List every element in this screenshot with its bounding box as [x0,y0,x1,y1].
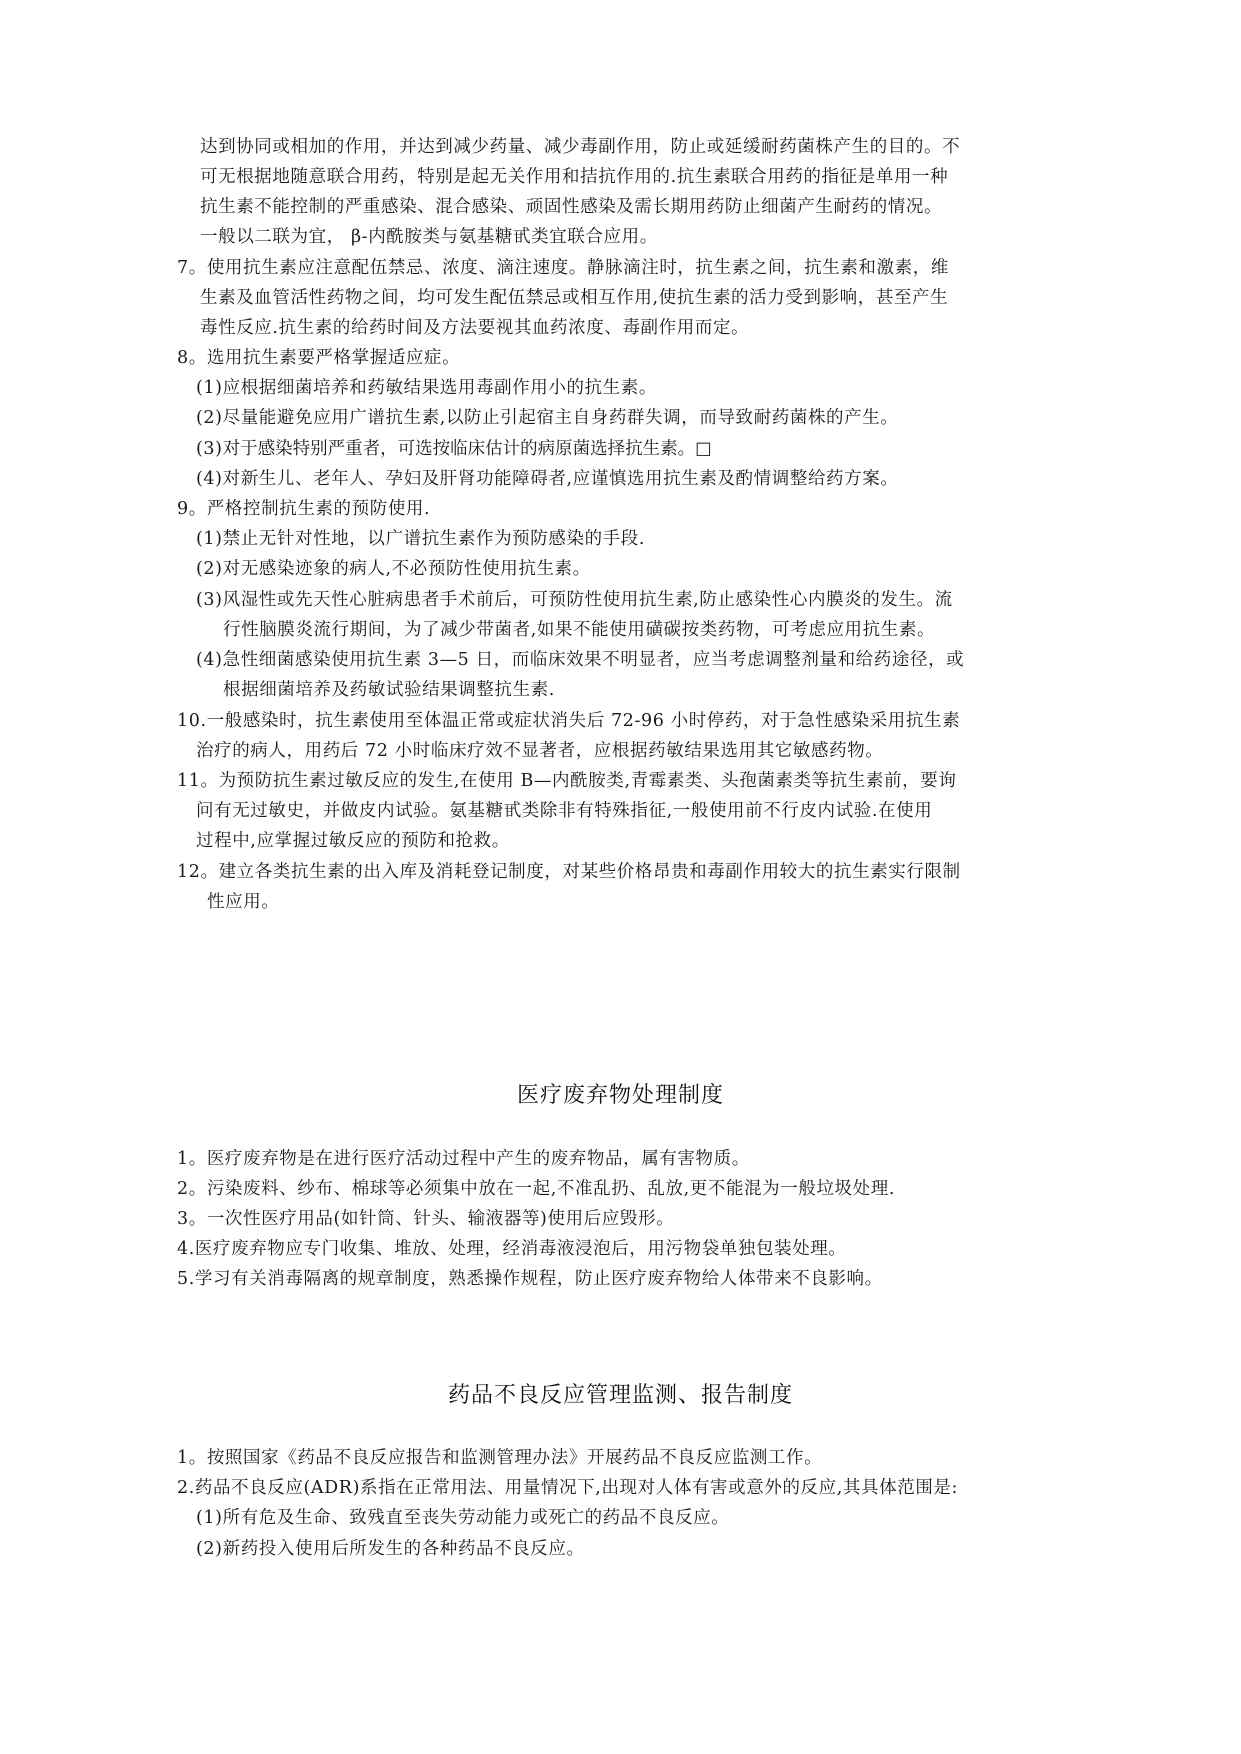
sub-item-number: (3) [196,439,223,459]
list-item: 2。污染废料、纱布、棉球等必须集中放在一起,不准乱扔、乱放,更不能混为一般垃圾处理. [177,1179,896,1199]
text-line: 达到协同或相加的作用，并达到减少药量、减少毒副作用，防止或延缓耐药菌株产生的目的。不 [200,137,961,157]
sub-item-text: 对于感染特别严重者，可选按临床估计的病原菌选择抗生素。 [222,439,696,459]
list-item: 4.医疗废弃物应专门收集、堆放、处理，经消毒液浸泡后，用污物袋单独包装处理。 [177,1239,847,1259]
sub-item: (3)风湿性或先天性心脏病患者手术前后，可预防性使用抗生素,防止感染性心内膜炎的发生。流 [196,590,953,610]
placeholder-box-glyph: □ [695,439,712,459]
list-item-7: 7。使用抗生素应注意配伍禁忌、浓度、滴注速度。静脉滴注时，抗生素之间，抗生素和激素，维 [177,258,949,278]
section-heading: 医疗废弃物处理制度 [516,1083,724,1108]
text-line: 一般以二联为宜， β-内酰胺类与氨基糖甙类宜联合应用。 [200,227,658,247]
sub-item: (1)禁止无针对性地，以广谱抗生素作为预防感染的手段. [196,529,646,549]
list-item: 1。医疗废弃物是在进行医疗活动过程中产生的废弃物品，属有害物质。 [177,1149,750,1169]
list-item-8: 8。选用抗生素要严格掌握适应症。 [177,348,461,368]
sub-item: (4)对新生儿、老年人、孕妇及肝肾功能障碍者,应谨慎选用抗生素及酌情调整给药方案。 [196,469,899,489]
text-line: 治疗的病人，用药后 72 小时临床疗效不显著者，应根据药敏结果选用其它敏感药物。 [196,741,884,761]
text-line: 抗生素不能控制的严重感染、混合感染、顽固性感染及需长期用药防止细菌产生耐药的情况。 [200,197,943,217]
sub-item [196,432,712,466]
list-item: 2.药品不良反应(ADR)系指在正常用法、用量情况下,出现对人体有害或意外的反应,其具体范围是: [177,1478,959,1498]
sub-item: (2)对无感染迹象的病人,不必预防性使用抗生素。 [196,559,591,579]
list-item: 1。按照国家《药品不良反应报告和监测管理办法》开展药品不良反应监测工作。 [177,1448,823,1468]
text-line: 性应用。 [207,892,280,912]
text-line: 根据细菌培养及药敏试验结果调整抗生素. [223,680,555,700]
text-line: 毒性反应.抗生素的给药时间及方法要视其血药浓度、毒副作用而定。 [200,318,750,338]
list-item: 3。一次性医疗用品(如针筒、针头、输液器等)使用后应毁形。 [177,1209,675,1229]
text-line: 过程中,应掌握过敏反应的预防和抢救。 [196,831,510,851]
text-line: 行性脑膜炎流行期间，为了减少带菌者,如果不能使用磺碳按类药物，可考虑应用抗生素。 [223,620,936,640]
list-item-11: 11。为预防抗生素过敏反应的发生,在使用 B—内酰胺类,青霉素类、头孢菌素类等抗生素前，要询 [177,771,957,791]
list-item-9: 9。严格控制抗生素的预防使用. [177,499,431,519]
list-item-10: 10.一般感染时，抗生素使用至体温正常或症状消失后 72-96 小时停药，对于急性感染采用抗生素 [177,711,961,731]
list-item-12: 12。建立各类抗生素的出入库及消耗登记制度，对某些价格昂贵和毒副作用较大的抗生素实行限制 [177,862,961,882]
section-heading: 药品不良反应管理监测、报告制度 [447,1383,793,1408]
sub-item: (2)新药投入使用后所发生的各种药品不良反应。 [196,1539,585,1559]
sub-item: (4)急性细菌感染使用抗生素 3—5 日，而临床效果不明显者，应当考虑调整剂量和给药途径，或 [196,650,965,670]
text-line: 可无根据地随意联合用药，特别是起无关作用和拮抗作用的.抗生素联合用药的指征是单用一种 [200,167,949,187]
text-line: 生素及血管活性药物之间，均可发生配伍禁忌或相互作用,使抗生素的活力受到影响，甚至产生 [200,288,949,308]
list-item: 5.学习有关消毒隔离的规章制度，熟悉操作规程，防止医疗废弃物给人体带来不良影响。 [177,1269,883,1289]
sub-item: (1)应根据细菌培养和药敏结果选用毒副作用小的抗生素。 [196,378,657,398]
sub-item: (1)所有危及生命、致残直至丧失劳动能力或死亡的药品不良反应。 [196,1508,730,1528]
text-line: 问有无过敏史，并做皮内试验。氨基糖甙类除非有特殊指征,一般使用前不行皮内试验.在使用 [196,801,933,821]
sub-item: (2)尽量能避免应用广谱抗生素,以防止引起宿主自身药群失调，而导致耐药菌株的产生。 [196,408,899,428]
